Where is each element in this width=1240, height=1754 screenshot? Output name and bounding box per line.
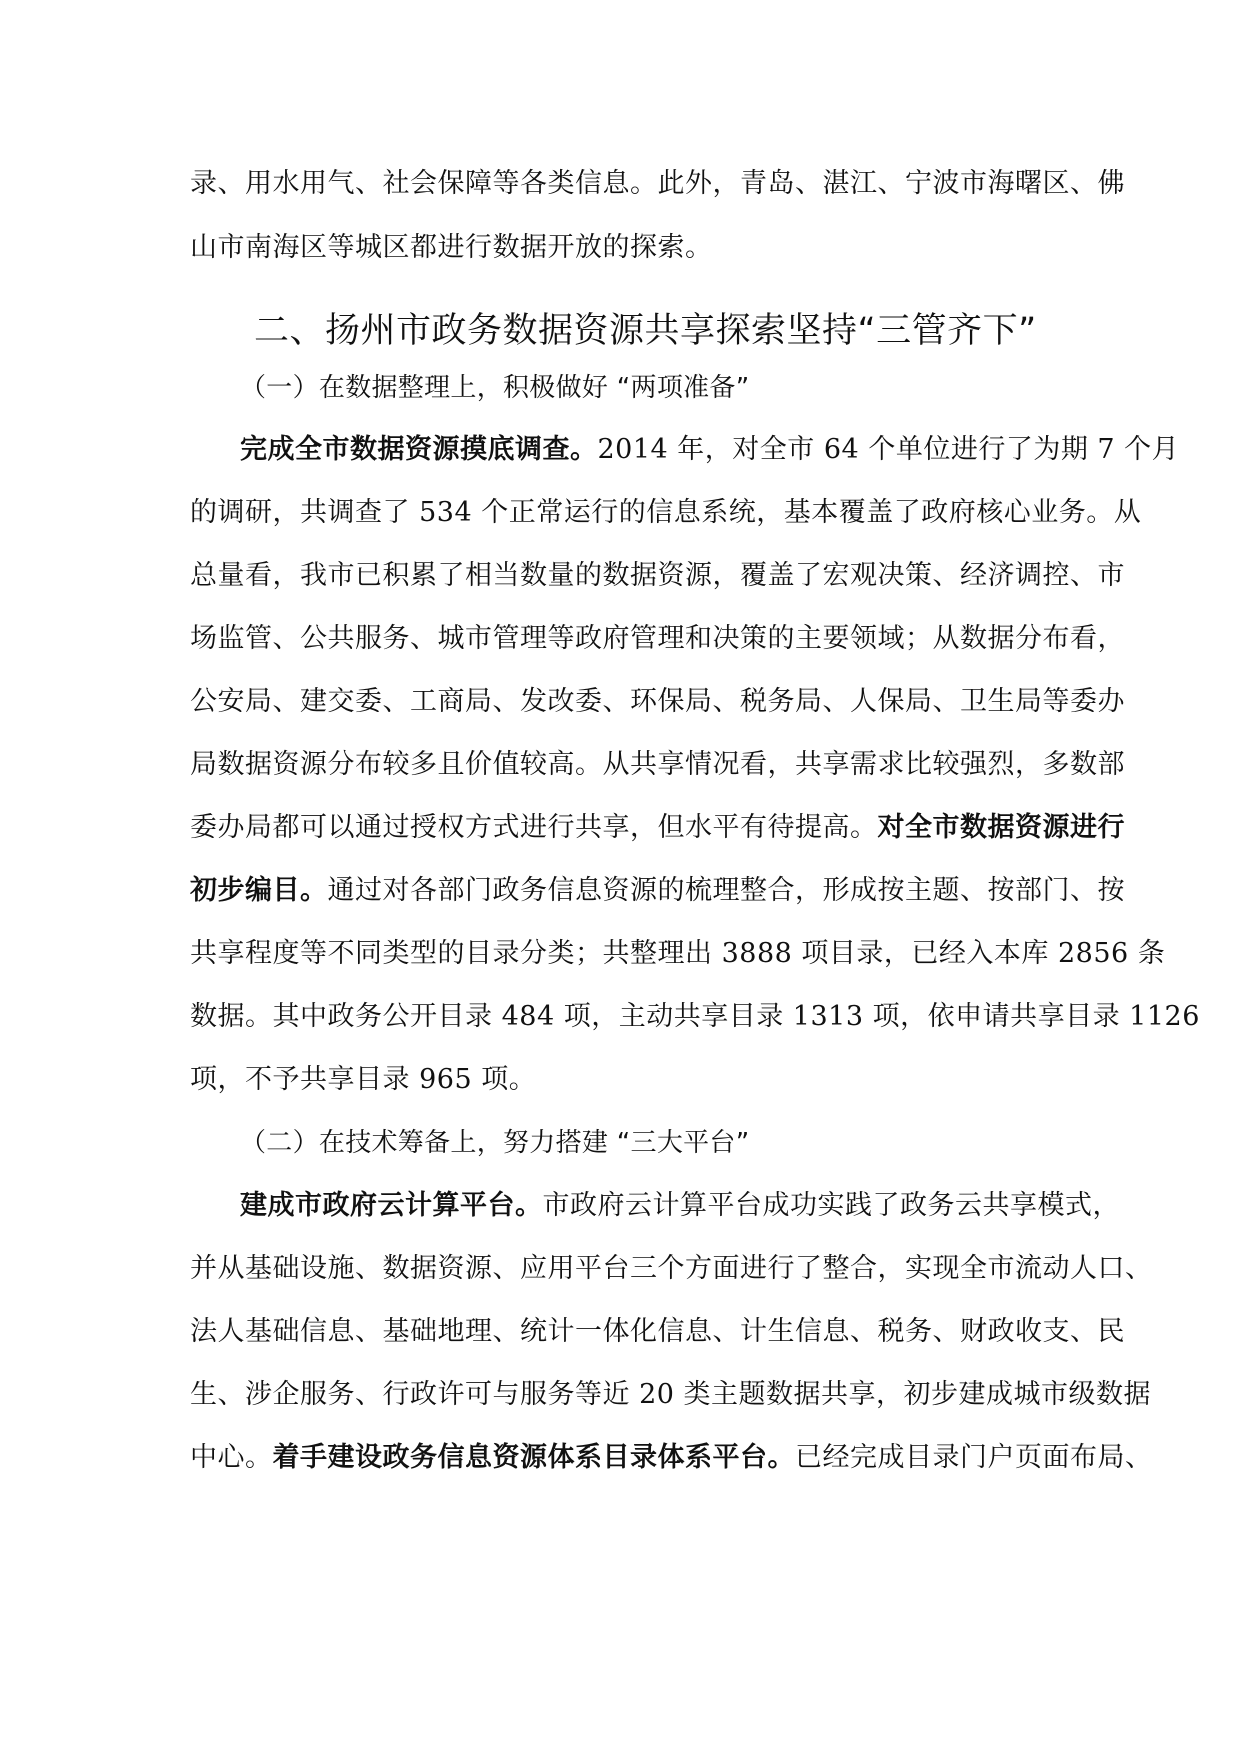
bold-lead-text: 着手建设政务信息资源体系目录体系平台。 (272, 1442, 795, 1473)
paragraph-text: 委办局都可以通过授权方式进行共享，但水平有待提高。 (190, 812, 878, 843)
paragraph-1-line-9: 共享程度等不同类型的目录分类；共整理出 3888 项目录，已经入本库 2856 条 (190, 938, 1166, 969)
paragraph-1-line-3: 总量看，我市已积累了相当数量的数据资源，覆盖了宏观决策、经济调控、市 (190, 560, 1125, 591)
paragraph-2-line-4: 生、涉企服务、行政许可与服务等近 20 类主题数据共享，初步建成城市级数据 (190, 1379, 1152, 1410)
intro-line-1: 录、用水用气、社会保障等各类信息。此外，青岛、湛江、宁波市海曙区、佛 (190, 168, 1125, 199)
paragraph-2-line-3: 法人基础信息、基础地理、统计一体化信息、计生信息、税务、财政收支、民 (190, 1316, 1125, 1347)
paragraph-2-line-5 (190, 1440, 1153, 1476)
paragraph-1-line-4: 场监管、公共服务、城市管理等政府管理和决策的主要领域；从数据分布看， (190, 623, 1125, 654)
paragraph-1-line-11: 项，不予共享目录 965 项。 (190, 1064, 537, 1095)
paragraph-1-line-8 (190, 873, 1125, 909)
paragraph-1-line-2: 的调研，共调查了 534 个正常运行的信息系统，基本覆盖了政府核心业务。从 (190, 497, 1142, 528)
paragraph-text: 2014 年，对全市 64 个单位进行了为期 7 个月 (597, 434, 1180, 465)
bold-lead-text: 初步编目。 (190, 875, 328, 906)
intro-line-2: 山市南海区等城区都进行数据开放的探索。 (190, 232, 713, 263)
paragraph-1-line-10: 数据。其中政务公开目录 484 项，主动共享目录 1313 项，依申请共享目录 1126 (190, 1001, 1200, 1032)
bold-lead-text: 建成市政府云计算平台。 (240, 1190, 543, 1221)
paragraph-text: 通过对各部门政务信息资源的梳理整合，形成按主题、按部门、按 (327, 875, 1125, 906)
subsection-title-2: （二）在技术筹备上，努力搭建 “三大平台” (240, 1128, 750, 1158)
paragraph-1-line-6: 局数据资源分布较多且价值较高。从共享情况看，共享需求比较强烈，多数部 (190, 749, 1125, 780)
paragraph-text: 市政府云计算平台成功实践了政务云共享模式， (542, 1190, 1120, 1221)
subsection-title-1: （一）在数据整理上，积极做好 “两项准备” (240, 373, 750, 403)
paragraph-2-line-2: 并从基础设施、数据资源、应用平台三个方面进行了整合，实现全市流动人口、 (190, 1253, 1153, 1284)
paragraph-1-line-1 (240, 432, 1180, 468)
bold-lead-text: 完成全市数据资源摸底调查。 (240, 434, 598, 465)
paragraph-2-line-1 (240, 1188, 1120, 1224)
paragraph-1-line-7 (190, 810, 1125, 846)
section-title: 二、扬州市政务数据资源共享探索坚持“三管齐下” (254, 311, 1037, 351)
paragraph-text: 中心。 (190, 1442, 273, 1473)
bold-lead-text: 对全市数据资源进行 (877, 812, 1125, 843)
paragraph-text: 已经完成目录门户页面布局、 (795, 1442, 1153, 1473)
paragraph-1-line-5: 公安局、建交委、工商局、发改委、环保局、税务局、人保局、卫生局等委办 (190, 686, 1125, 717)
